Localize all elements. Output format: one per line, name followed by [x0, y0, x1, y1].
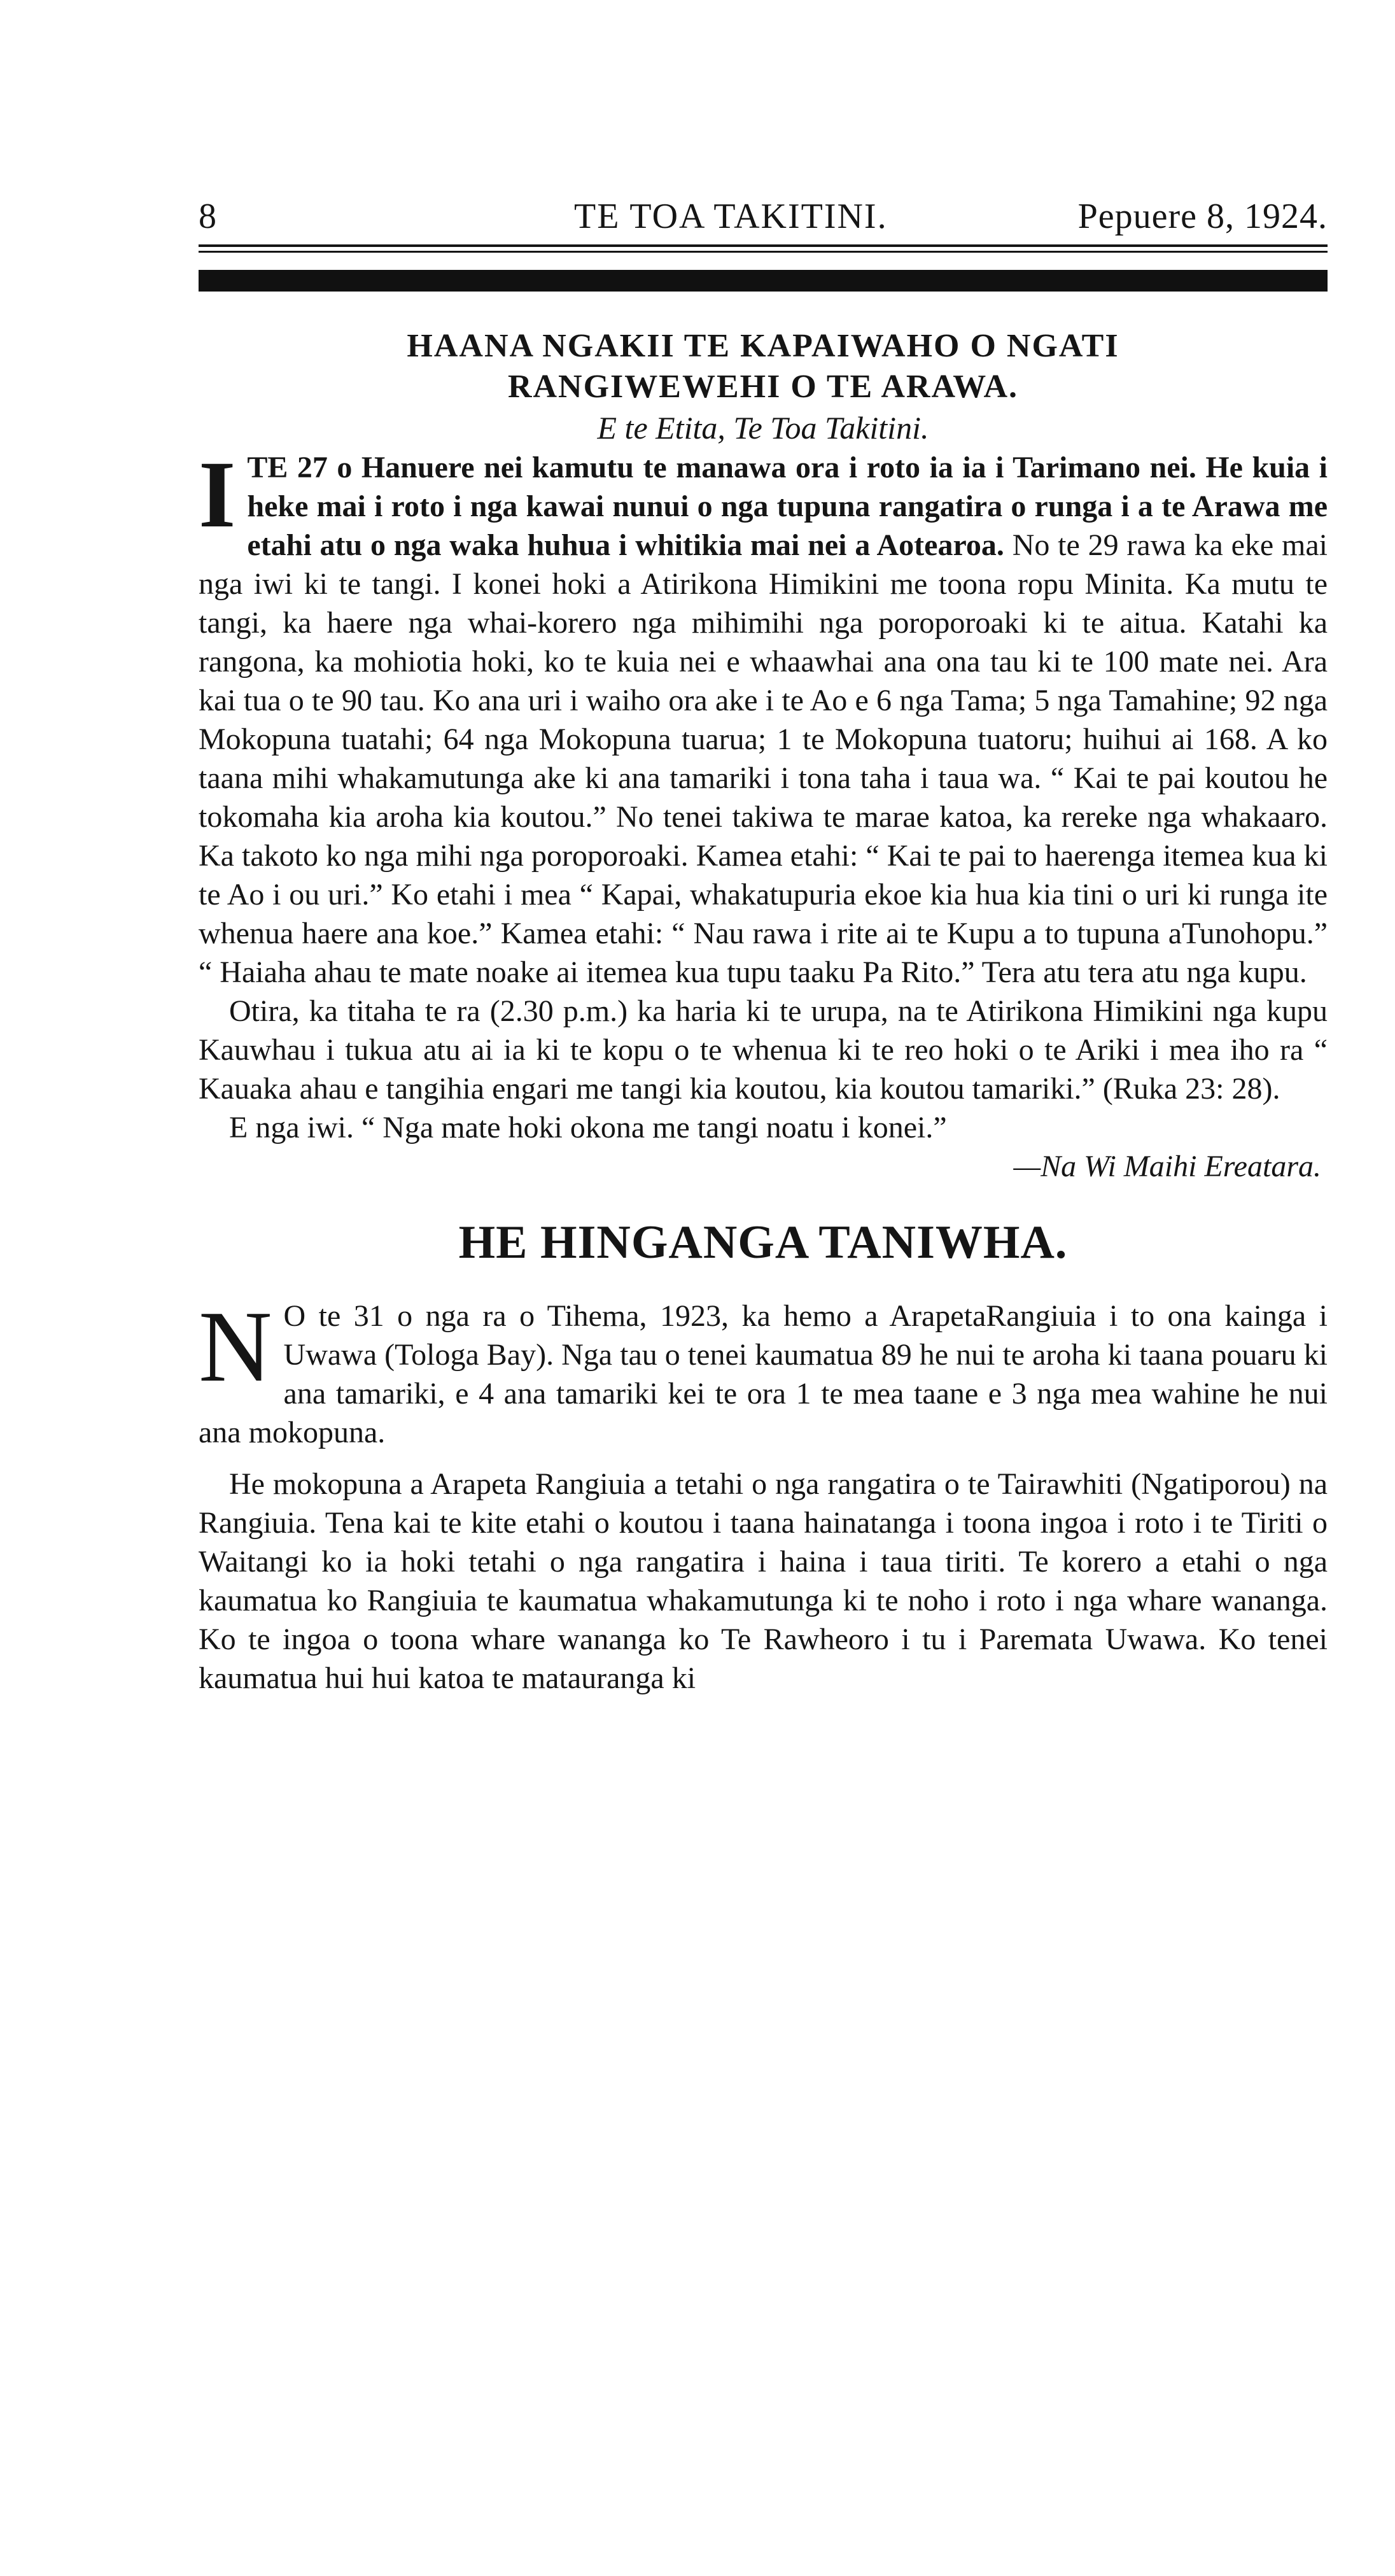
paragraph-text: O te 31 o nga ra o Tihema, 1923, ka hemo a ArapetaRangiuia i to ona kainga i Uwawa (Tologa Bay). Nga tau o tenei kaumatua 89 he nui te aroha ki taana pouaru ki ana tamariki, e 4 ana tamariki kei te ora 1 te mea taane e 3 nga mea wahine he nui ana mokopuna.: [199, 1299, 1328, 1449]
article-paragraph: [199, 442, 1328, 992]
article-paragraph: He mokopuna a Arapeta Rangiuia a tetahi o nga rangatira o te Tairawhiti (Ngatiporou) na Rangiuia. Tena kai te kite etahi o koutou i taana hainatanga i toona ingoa i roto i te Tiriti o Waitangi ko ia hoki tetahi o nga rangatira i haina i taua tiriti. Te korero a etahi o nga kaumatua ko Rangiuia te kaumatua whakamutunga ki te noho i roto i nga whare wananga. Ko te ingoa o toona whare wananga ko Te Rawheoro i tu i Paremata Uwawa. Ko tenei kaumatua hui hui katoa te matauranga ki: [199, 1467, 1328, 1695]
article-title-line-2: RANGIWEWEHI O TE ARAWA.: [507, 369, 1019, 405]
running-head: [199, 191, 1328, 242]
header-rule: [199, 251, 1328, 253]
article-paragraph: [199, 1290, 1328, 1452]
article-hinganga-taniwha: [199, 1214, 1328, 1698]
header-rules: [199, 242, 1328, 295]
issue-date: Pepuere 8, 1924.: [1077, 197, 1328, 236]
newspaper-page: [199, 191, 1328, 1698]
article-kapaiwaho: [199, 326, 1328, 1186]
paragraph-text: No te 29 rawa ka eke mai nga iwi ki te tangi. I konei hoki a Atirikona Himikini me toona ropu Minita. Ka mutu te tangi, ka haere nga whai-korero nga mihimihi nga poroporoaki ki te aitua. Katahi ka rangona, ka mohiotia hoki, ko te kuia nei e whaawhai ana ona tau ki te 100 mate nei. Ara kai tua o te 90 tau. Ko ana uri i waiho ora ake i te Ao e 6 nga Tama; 5 nga Tamahine; 92 nga Mokopuna tuatahi; 64 nga Mokopuna tuarua; 1 te Mokopuna tuatoru; huihui ai 168. A ko taana mihi whakamutunga ake ki ana tamariki i tona taha i taua wa. “ Kai te pai koutou he tokomaha kia aroha kia koutou.” No tenei takiwa te marae katoa, ka rereke nga whakaaro. Ka takoto ko nga mihi nga poroporoaki. Kamea etahi: “ Kai te pai to haerenga itemea kua ki te Ao i ou uri.” Ko etahi i mea “ Kapai, whakatupuria ekoe kia hua kia tini o uri ki runga ite whenua haere ana koe.” Kamea etahi: “ Nau rawa i rite ai te Kupu a to tupuna aTunohopu.” “ Haiaha ahau te mate noake ai itemea kua tupu taaku Pa Rito.” Tera atu tera atu nga kupu.: [199, 528, 1328, 989]
header-bar: [199, 270, 1328, 292]
page-number: 8: [199, 197, 216, 236]
article-title: HE HINGANGA TANIWHA.: [458, 1216, 1068, 1269]
article-paragraph: E nga iwi. “ Nga mate hoki okona me tangi noatu i konei.”: [229, 1111, 947, 1144]
header-rule: [199, 244, 1328, 247]
drop-cap: I: [199, 442, 236, 547]
article-paragraph: Otira, ka titaha te ra (2.30 p.m.) ka haria ki te urupa, na te Atirikona Himikini nga kupu Kauwhau i tukua atu ai ia ki te kopu o te whenua ki te reo hoki o te Ariki i mea iho ra “ Kauaka ahau e tangihia engari me tangi kia koutou, kia koutou tamariki.” (Ruka 23: 28).: [199, 994, 1328, 1106]
article-title-line-1: HAANA NGAKII TE KAPAIWAHO O NGATI: [407, 328, 1119, 364]
publication-title: TE TOA TAKITINI.: [574, 197, 888, 236]
article-signature: —Na Wi Maihi Ereatara.: [1013, 1150, 1321, 1183]
lead-text: TE 27 o Hanuere nei kamutu te manawa ora i roto ia ia i Tarimano nei. He kuia i heke mai i roto i nga kawai nunui o nga tupuna rangatira o runga i a te Arawa me etahi atu o nga waka huhua i whitikia mai nei a Aotearoa.: [247, 451, 1328, 562]
article-byline: E te Etita, Te Toa Takitini.: [597, 410, 929, 446]
drop-cap: N: [199, 1290, 272, 1403]
